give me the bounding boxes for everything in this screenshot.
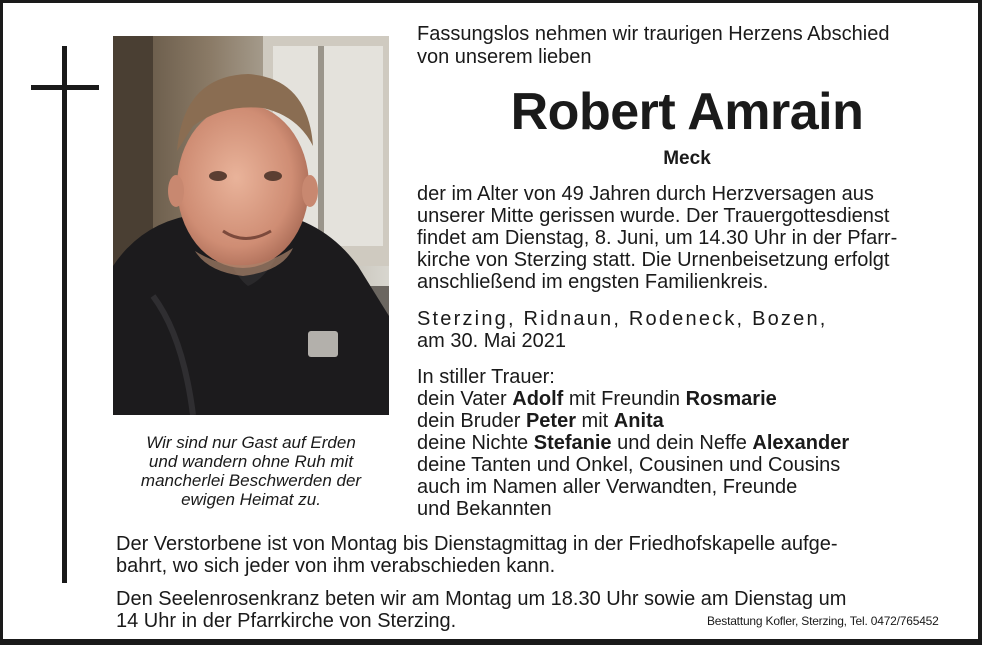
poem-line: und wandern ohne Ruh mit: [148, 452, 354, 471]
intro-line: von unserem lieben: [417, 46, 592, 68]
mourner-line-father: dein Vater Adolf mit Freundin Rosmarie: [417, 388, 777, 410]
mourners-heading: In stiller Trauer:: [417, 366, 555, 388]
poem-line: mancherlei Beschwerden der: [140, 471, 362, 490]
mourner-line-all: auch im Namen aller Verwandten, Freunde: [417, 476, 798, 498]
poem-line: Wir sind nur Gast auf Erden: [146, 433, 356, 452]
mourner-name: Alexander: [752, 432, 850, 454]
poem: [113, 433, 389, 509]
viewing-line: bahrt, wo sich jeder von ihm verabschieden kann.: [116, 555, 556, 577]
places-line: Sterzing, Ridnaun, Rodeneck, Bozen,: [417, 308, 828, 330]
portrait-photo: [113, 36, 389, 415]
undertaker-credit: Bestattung Kofler, Sterzing, Tel. 0472/765452: [707, 614, 939, 628]
mourner-line-brother: dein Bruder Peter mit Anita: [417, 410, 664, 432]
rosary-line: 14 Uhr in der Pfarrkirche von Sterzing.: [116, 610, 457, 632]
mourners-list: [417, 366, 849, 520]
body-line: unserer Mitte gerissen wurde. Der Trauergottesdienst: [417, 205, 890, 227]
mourner-line-all: und Bekannten: [417, 498, 552, 520]
rosary-line: Den Seelenrosenkranz beten wir am Montag um 18.30 Uhr sowie am Dienstag um: [116, 588, 847, 610]
body-line: anschließend im engsten Familienkreis.: [417, 271, 769, 293]
cross-icon-vertical: [62, 46, 67, 583]
deceased-nickname: Meck: [663, 148, 711, 169]
date-line: am 30. Mai 2021: [417, 330, 566, 352]
mourner-line-niece-nephew: deine Nichte Stefanie und dein Neffe Alexander: [417, 432, 850, 454]
body-line: findet am Dienstag, 8. Juni, um 14.30 Uhr in der Pfarr-: [417, 227, 898, 249]
cross-icon-horizontal: [31, 85, 99, 90]
viewing-notice: [116, 533, 838, 577]
intro-line: Fassungslos nehmen wir traurigen Herzens Abschied: [417, 23, 890, 45]
poem-line: ewigen Heimat zu.: [181, 490, 321, 509]
intro-text: [417, 23, 889, 69]
mourner-name: Stefanie: [533, 432, 612, 454]
mourner-line-relatives: deine Tanten und Onkel, Cousinen und Cousins: [417, 454, 841, 476]
body-line: der im Alter von 49 Jahren durch Herzversagen aus: [417, 183, 874, 205]
mourner-name: Anita: [613, 410, 664, 432]
places-and-date: [417, 308, 828, 352]
mourner-name: Rosmarie: [685, 388, 777, 410]
mourner-name: Peter: [525, 410, 576, 432]
body-line: kirche von Sterzing statt. Die Urnenbeisetzung erfolgt: [417, 249, 890, 271]
deceased-name: Robert Amrain: [510, 83, 864, 141]
announcement-body: [417, 183, 897, 293]
viewing-line: Der Verstorbene ist von Montag bis Dienstagmittag in der Friedhofskapelle aufge-: [116, 533, 838, 555]
mourner-name: Adolf: [512, 388, 564, 410]
